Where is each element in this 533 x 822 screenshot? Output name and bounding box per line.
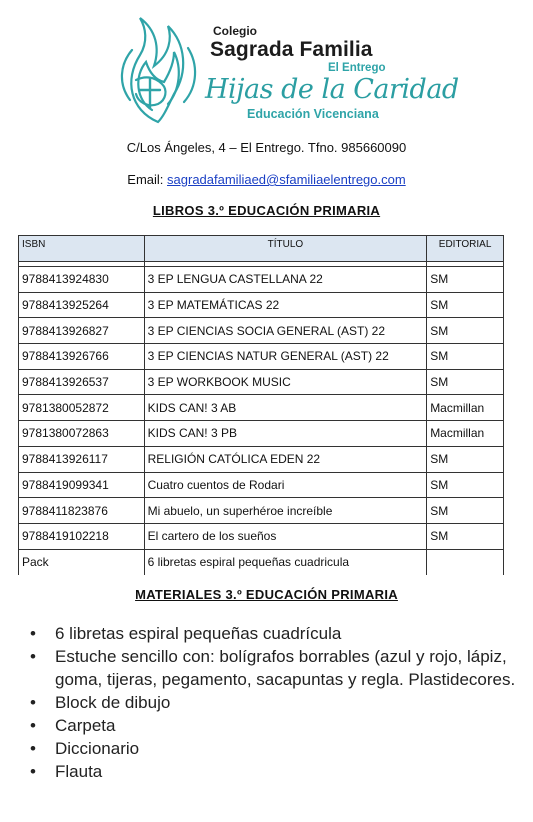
cell-isbn: 9788411823876	[19, 498, 145, 524]
table-row	[19, 523, 504, 549]
table-row	[19, 472, 504, 498]
school-logo	[110, 10, 459, 132]
school-name: Sagrada Familia	[210, 38, 373, 61]
list-item: • Diccionario	[30, 737, 525, 760]
cell-editorial: SM	[427, 498, 504, 524]
list-item: • Estuche sencillo con: bolígrafos borrables (azul y rojo, lápiz, goma, tijeras, pegamento, sacapuntas y regla. Plastidecores.	[30, 645, 525, 691]
cell-isbn: 9788413924830	[19, 267, 145, 293]
school-location: El Entrego	[328, 62, 386, 74]
cell-editorial: SM	[427, 318, 504, 344]
cell-title: Mi abuelo, un superhéroe increíble	[144, 498, 427, 524]
books-table	[18, 235, 504, 575]
cell-editorial: SM	[427, 292, 504, 318]
list-item: • 6 libretas espiral pequeñas cuadrícula	[30, 622, 525, 645]
list-item: • Flauta	[30, 760, 525, 783]
table-row	[19, 292, 504, 318]
school-type: Colegio	[213, 24, 257, 38]
table-row	[19, 498, 504, 524]
cell-editorial	[427, 549, 504, 575]
cell-title: Cuatro cuentos de Rodari	[144, 472, 427, 498]
cell-title: 3 EP MATEMÁTICAS 22	[144, 292, 427, 318]
cell-title: El cartero de los sueños	[144, 523, 427, 549]
cell-title: 3 EP LENGUA CASTELLANA 22	[144, 267, 427, 293]
cell-title: KIDS CAN! 3 AB	[144, 395, 427, 421]
header-title: TÍTULO	[144, 236, 427, 262]
cell-editorial: Macmillan	[427, 395, 504, 421]
table-row	[19, 421, 504, 447]
cell-isbn: 9788413926117	[19, 446, 145, 472]
books-heading: LIBROS 3.º EDUCACIÓN PRIMARIA	[152, 203, 381, 218]
cell-isbn: 9788419099341	[19, 472, 145, 498]
cell-title: KIDS CAN! 3 PB	[144, 421, 427, 447]
email-line	[0, 172, 533, 187]
list-item: • Carpeta	[30, 714, 525, 737]
cell-isbn: 9788413925264	[19, 292, 145, 318]
order-name: Hijas de la Caridad	[205, 74, 459, 105]
cell-editorial: SM	[427, 267, 504, 293]
email-label: Email:	[127, 172, 168, 187]
cell-title: RELIGIÓN CATÓLICA EDEN 22	[144, 446, 427, 472]
cell-editorial: Macmillan	[427, 421, 504, 447]
school-subtitle: Educación Vicenciana	[247, 107, 379, 121]
cell-title: 6 libretas espiral pequeñas cuadricula	[144, 549, 427, 575]
flame-cross-icon	[110, 10, 210, 132]
cell-editorial: SM	[427, 344, 504, 370]
cell-isbn: 9788413926766	[19, 344, 145, 370]
cell-isbn: 9788419102218	[19, 523, 145, 549]
table-row	[19, 369, 504, 395]
cell-editorial: SM	[427, 523, 504, 549]
materials-heading: MATERIALES 3.º EDUCACIÓN PRIMARIA	[135, 587, 398, 602]
cell-isbn: Pack	[19, 549, 145, 575]
cell-title: 3 EP CIENCIAS NATUR GENERAL (AST) 22	[144, 344, 427, 370]
table-header-row	[19, 236, 504, 262]
cell-isbn: 9781380052872	[19, 395, 145, 421]
cell-title: 3 EP CIENCIAS SOCIA GENERAL (AST) 22	[144, 318, 427, 344]
table-row	[19, 549, 504, 575]
materials-list	[30, 622, 525, 783]
list-item: • Block de dibujo	[30, 691, 525, 714]
table-row	[19, 344, 504, 370]
books-table-body	[19, 262, 504, 575]
table-row	[19, 446, 504, 472]
cell-editorial: SM	[427, 472, 504, 498]
table-row	[19, 267, 504, 293]
cell-editorial: SM	[427, 369, 504, 395]
school-address: C/Los Ángeles, 4 – El Entrego. Tfno. 985660090	[126, 140, 407, 155]
cell-isbn: 9788413926827	[19, 318, 145, 344]
table-row	[19, 395, 504, 421]
cell-editorial: SM	[427, 446, 504, 472]
cell-isbn: 9781380072863	[19, 421, 145, 447]
cell-title: 3 EP WORKBOOK MUSIC	[144, 369, 427, 395]
header-editorial: EDITORIAL	[427, 236, 504, 262]
email-link[interactable]: sagradafamiliaed@sfamiliaelentrego.com	[167, 172, 406, 187]
table-row	[19, 318, 504, 344]
cell-isbn: 9788413926537	[19, 369, 145, 395]
header-isbn: ISBN	[19, 236, 145, 262]
